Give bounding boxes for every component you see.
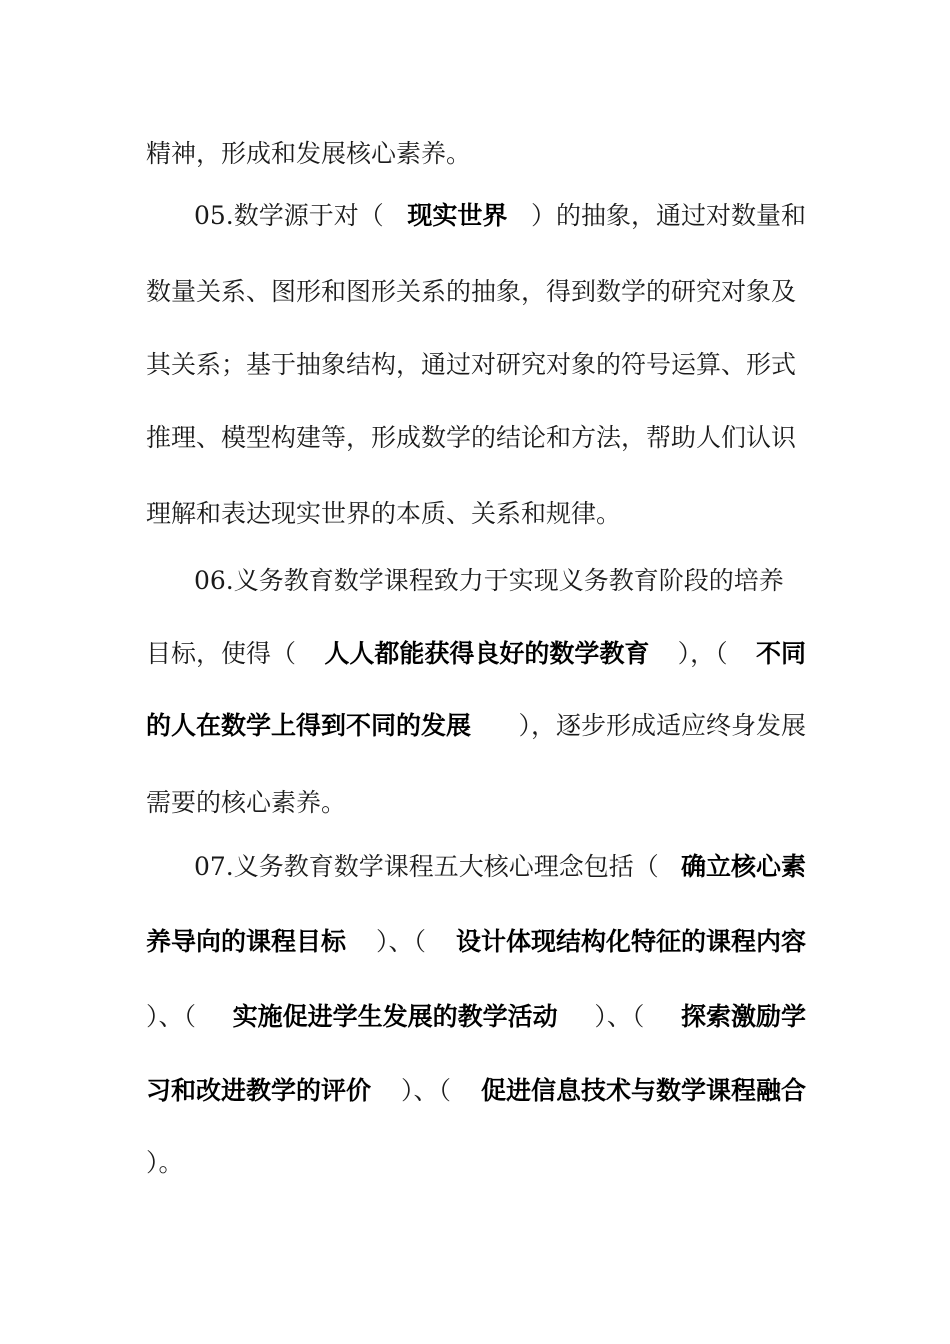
question-05-line-5 [146, 494, 806, 534]
question-05-line-3 [146, 345, 806, 385]
answer-text: 促进信息技术与数学课程融合 [480, 1076, 806, 1105]
answer-text: 的人在数学上得到不同的发展 [146, 711, 472, 740]
text-segment: 05.数学源于对（ [194, 201, 384, 230]
text-segment: ），逐步形成适应终身发展 [518, 711, 806, 740]
answer-text: 不同 [755, 639, 806, 668]
text-segment: 目标，使得（ [146, 639, 297, 668]
text-segment: ）、（ [146, 1002, 197, 1031]
question-06-line-4 [146, 783, 806, 823]
text-segment: 需要的核心素养。 [146, 788, 347, 817]
text-segment: 理解和表达现实世界的本质、关系和规律。 [146, 499, 622, 528]
question-05-line-1 [194, 196, 806, 236]
answer-text: 现实世界 [407, 201, 508, 230]
text-segment: 其关系；基于抽象结构，通过对研究对象的符号运算、形式 [146, 350, 797, 379]
text-segment: ）、（ [594, 1002, 645, 1031]
text-segment: ）。 [146, 1148, 184, 1177]
text-segment: ）、（ [375, 927, 426, 956]
question-06-line-2 [146, 634, 806, 674]
text-segment: 推理、模型构建等，形成数学的结论和方法，帮助人们认识 [146, 423, 797, 452]
answer-text: 人人都能获得良好的数学教育 [324, 639, 650, 668]
text-segment: ）的抽象，通过对数量和 [530, 201, 806, 230]
question-07-line-4 [146, 1071, 806, 1111]
answer-text: 确立核心素 [680, 852, 806, 881]
question-07-line-3 [146, 997, 806, 1037]
text-segment: 精神，形成和发展核心素养。 [146, 139, 472, 168]
text-segment: ），（ [677, 639, 728, 668]
answer-text: 养导向的课程目标 [146, 927, 347, 956]
text-segment: 数量关系、图形和图形关系的抽象，得到数学的研究对象及 [146, 277, 797, 306]
question-06-line-1 [194, 561, 806, 601]
text-segment: 06.义务教育数学课程致力于实现义务教育阶段的培养 [194, 566, 784, 595]
paragraph-line [146, 134, 806, 174]
answer-text: 习和改进教学的评价 [146, 1076, 372, 1105]
question-07-line-5 [146, 1143, 806, 1183]
text-segment: ）、（ [400, 1076, 451, 1105]
answer-text: 设计体现结构化特征的课程内容 [455, 927, 806, 956]
question-07-line-2 [146, 922, 806, 962]
question-07-line-1 [194, 847, 806, 887]
answer-text: 探索激励学 [680, 1002, 806, 1031]
text-segment: 07.义务教育数学课程五大核心理念包括（ [194, 852, 659, 881]
answer-text: 实施促进学生发展的教学活动 [232, 1002, 558, 1031]
question-05-line-4 [146, 418, 806, 458]
question-05-line-2 [146, 272, 806, 312]
question-06-line-3 [146, 706, 806, 746]
